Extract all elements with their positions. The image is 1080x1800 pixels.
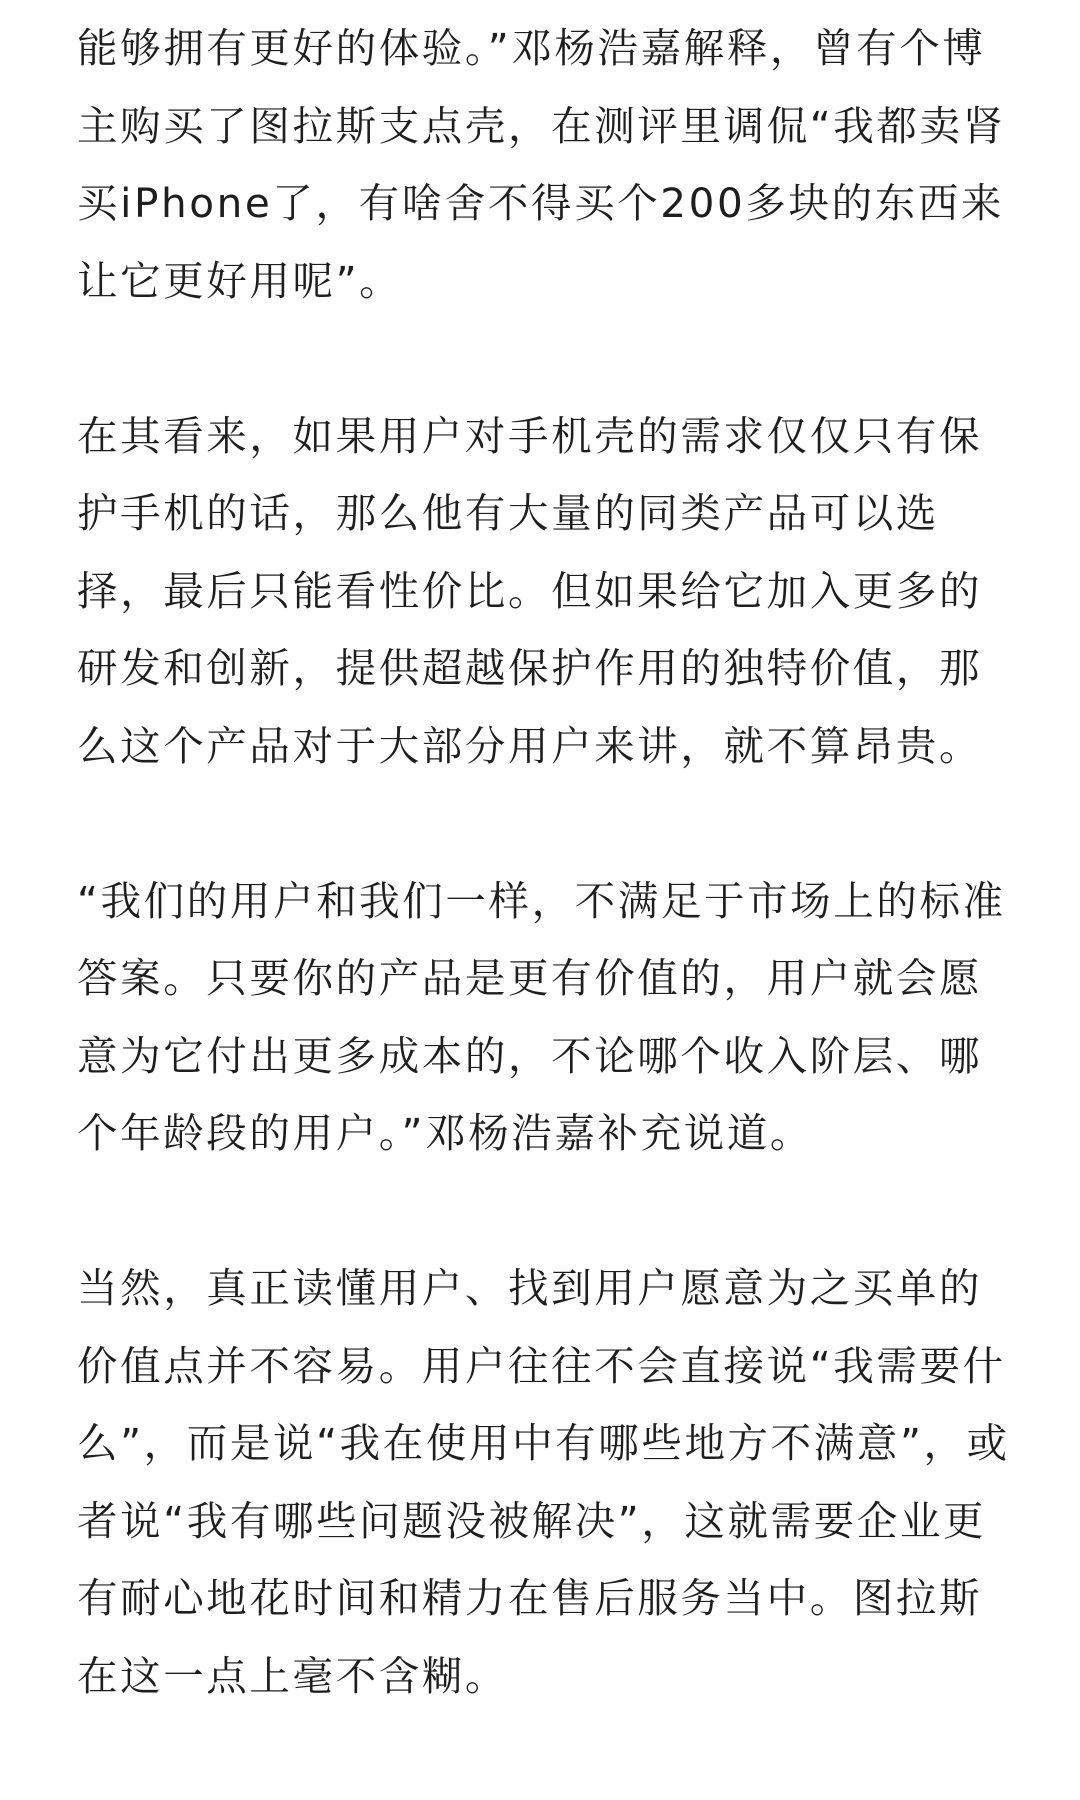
text-line: 能够拥有更好的体验。”邓杨浩嘉解释，曾有个博 (77, 24, 986, 72)
text-line: 择，最后只能看性价比。但如果给它加入更多的 (77, 566, 983, 615)
article-body (77, 10, 1010, 1793)
text-line: 研发和创新，提供超越保护作用的独特价值，那 (77, 644, 983, 692)
text-line: 意为它付出更多成本的，不论哪个收入阶层、哪 (77, 1031, 983, 1080)
text-line: “我们的用户和我们一样，不满足于市场上的标准 (77, 876, 1006, 925)
text-line: 者说“我有哪些问题没被解决”，这就需要企业更 (77, 1496, 987, 1545)
paragraph-2 (77, 398, 997, 786)
paragraph-4 (77, 1250, 1010, 1715)
text-line: 答案。只要你的产品是更有价值的，用户就会愿 (77, 954, 983, 1002)
text-line: 买iPhone了，有啥舍不得买个200多块的东西来 (77, 179, 1005, 227)
text-line: 在这一点上毫不含糊。 (77, 1651, 508, 1700)
paragraph-3 (77, 863, 1006, 1173)
text-line: 护手机的话，那么他有大量的同类产品可以选 (77, 489, 939, 537)
text-line: 主购买了图拉斯支点壳，在测评里调侃“我都卖肾 (77, 101, 1006, 150)
text-line: 么这个产品对于大部分用户来讲，就不算昂贵。 (77, 721, 983, 770)
text-line: 么”，而是说“我在使用中有哪些地方不满意”，或 (77, 1419, 1010, 1467)
text-line: 有耐心地花时间和精力在售后服务当中。图拉斯 (77, 1574, 983, 1622)
text-line: 在其看来，如果用户对手机壳的需求仅仅只有保 (77, 411, 983, 460)
text-line: 让它更好用呢”。 (77, 256, 403, 305)
text-line: 价值点并不容易。用户往往不会直接说“我需要什 (77, 1341, 1006, 1390)
text-line: 当然，真正读懂用户、找到用户愿意为之买单的 (77, 1264, 983, 1312)
text-line: 个年龄段的用户。”邓杨浩嘉补充说道。 (77, 1109, 814, 1157)
paragraph-1 (77, 10, 1006, 320)
